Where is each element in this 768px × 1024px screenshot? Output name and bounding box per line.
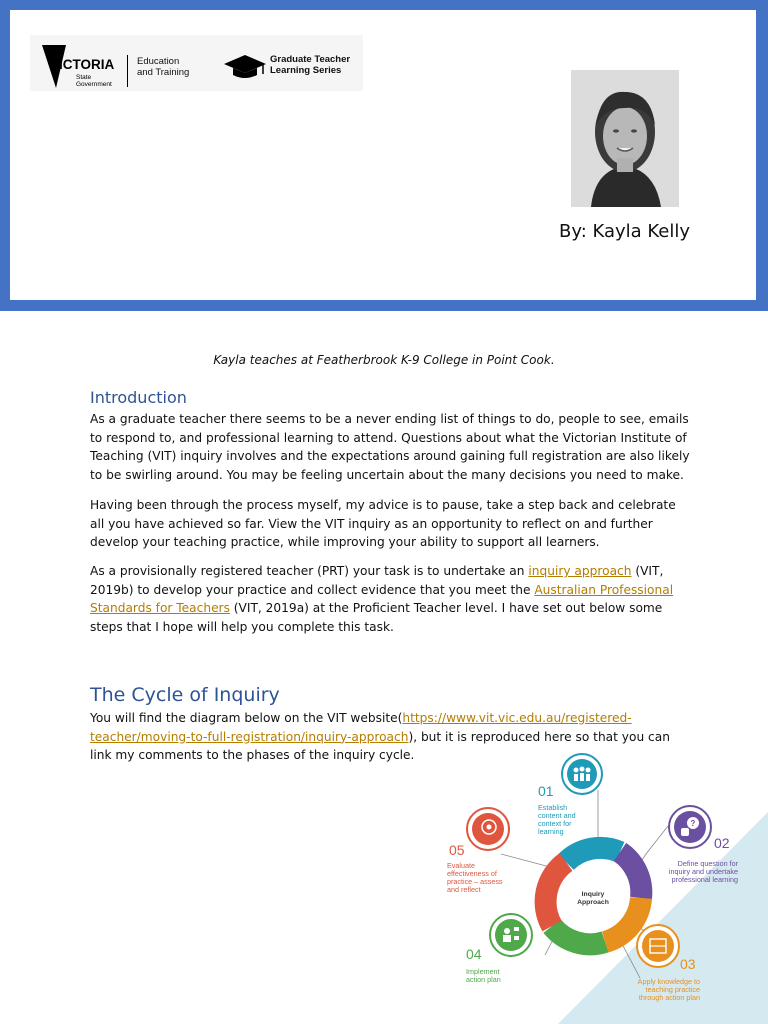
victoria-map-logo-icon xyxy=(40,42,120,92)
author-portrait-icon xyxy=(571,70,679,207)
cycle-heading: The Cycle of Inquiry xyxy=(90,684,280,706)
phase-05-label: Evaluate effectiveness of practice – assess and reflect xyxy=(447,861,503,894)
intro-paragraph-1: As a graduate teacher there seems to be a never ending list of things to do, people to see, emails to respond to, and professional learning to attend. Questions about what the Victorian Institute of Teaching (VIT) inquiry involves and the expectations around gaining full registration are also likely to be swirling around. You may be feeling uncertain about the many decisions you need to make. xyxy=(90,412,690,482)
dept-line2: and Training xyxy=(137,67,190,78)
vit-website-link[interactable]: https://www.vit.vic.edu.au/registered-teacher/moving-to-full-registration/inquiry-approach xyxy=(90,711,632,744)
graduation-cap-icon xyxy=(223,52,267,80)
logo-divider xyxy=(127,55,128,87)
cycle-text-b: ), but it is reproduced here so that you can link my comments to the phases of the inquiry cycle. xyxy=(90,729,670,763)
intro-paragraph-2: Having been through the process myself, my advice is to pause, take a step back and celebrate all you have achieved so far. View the VIT inquiry as an opportunity to reflect on and further develop your teaching practice, while improving your ability to support all learners. xyxy=(90,498,676,550)
intro-p3-text-a: As a provisionally registered teacher (PRT) your task is to undertake an xyxy=(90,564,529,578)
phase-04-label: Implement action plan xyxy=(466,967,501,984)
network-icon xyxy=(490,914,532,956)
ring-center xyxy=(560,865,626,931)
intro-p3-text-c: (VIT, 2019a) at the Proficient Teacher level. I have set out below some steps that I hope will help you complete this task. xyxy=(90,601,663,634)
series-title xyxy=(270,54,370,76)
logo-wordmark: VICTORIA xyxy=(50,57,115,72)
series-line1: Graduate Teacher xyxy=(270,54,351,65)
intro-heading: Introduction xyxy=(90,388,187,407)
phase-05-number: 05 xyxy=(449,842,465,858)
center-label-1: Inquiry xyxy=(581,891,605,898)
phase-02-number: 02 xyxy=(714,835,730,851)
phase-04-number: 04 xyxy=(466,946,482,962)
svg-text:?: ? xyxy=(690,819,696,828)
lightbulb-head-icon xyxy=(467,808,509,850)
phase-03-label: Apply knowledge to teaching practice through action plan xyxy=(637,977,700,1002)
phase-03-number: 03 xyxy=(680,956,696,972)
author-caption: Kayla teaches at Featherbrook K-9 College in Point Cook. xyxy=(213,353,555,367)
phase-01-label: Establish content and context for learning xyxy=(538,803,576,836)
inquiry-approach-link[interactable]: inquiry approach xyxy=(528,564,632,578)
toolbox-icon xyxy=(637,925,679,967)
people-icon xyxy=(562,754,602,794)
phase-02-label: Define question for inquiry and undertake professional learning xyxy=(668,859,738,884)
ring-segment-01 xyxy=(566,848,620,862)
question-head-icon xyxy=(669,806,711,848)
dept-line1: Education xyxy=(137,56,180,67)
series-line2: Learning Series xyxy=(270,65,342,76)
department-name xyxy=(137,56,217,78)
logo-sub2: Government xyxy=(76,81,112,88)
inquiry-cycle-diagram xyxy=(440,750,768,1024)
logo-sub1: State xyxy=(76,74,92,81)
center-label-2: Approach xyxy=(577,899,609,906)
author-byline: By: Kayla Kelly xyxy=(559,221,691,242)
cycle-text-a: You will find the diagram below on the VIT website( xyxy=(90,711,403,725)
intro-p3-text-b: (VIT, 2019b) to develop your practice and collect evidence that you meet the xyxy=(90,564,664,597)
author-photo xyxy=(571,70,679,207)
phase-01-number: 01 xyxy=(538,783,554,799)
intro-paragraph-3 xyxy=(90,562,690,636)
standards-link[interactable]: Australian Professional Standards for Teachers xyxy=(90,582,674,616)
